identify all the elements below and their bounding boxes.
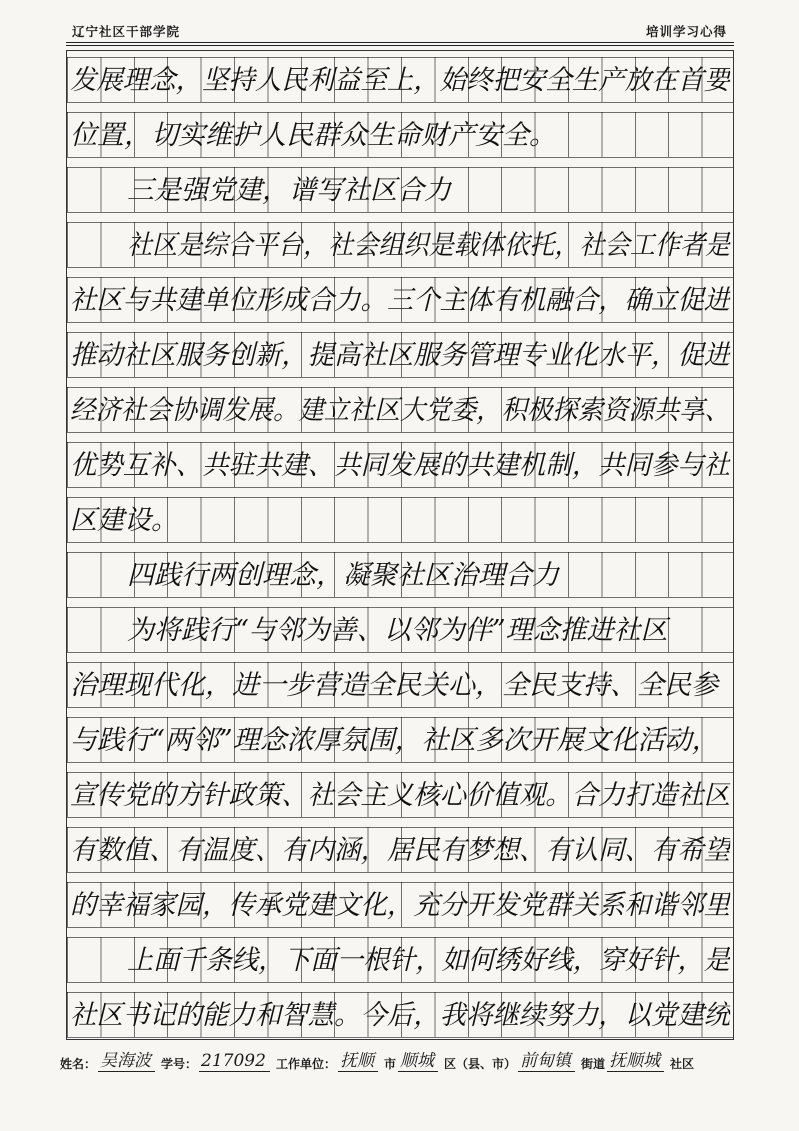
handwritten-line: 为将践行“与邻为善、以邻为伴”理念推进社区	[127, 615, 668, 646]
handwritten-line: 社区是综合平台，社会组织是载体依托，社会工作者是	[127, 230, 731, 261]
city-suffix: 市	[383, 1057, 396, 1071]
grid-row	[67, 882, 733, 927]
grid-row	[67, 167, 733, 212]
grid-row	[67, 332, 733, 377]
handwritten-line: 与践行“两邻”理念浓厚氛围，社区多次开展文化活动，	[70, 725, 719, 756]
handwritten-line: 位置，切实维护人民群众生命财产安全。	[70, 120, 556, 151]
handwritten-line: 推动社区服务创新，提高社区服务管理专业化水平，促进	[70, 340, 731, 371]
handwritten-line: 宣传党的方针政策、社会主义核心价值观。合力打造社区	[70, 780, 731, 811]
document-type-title: 培训学习心得	[645, 24, 727, 39]
grid-row	[67, 112, 733, 157]
grid-row	[67, 387, 733, 432]
handwritten-line: 经济社会协调发展。建立社区大党委，积极探索资源共享、	[70, 395, 730, 426]
handwritten-line: 发展理念，坚持人民利益至上，始终把安全生产放在首要	[70, 65, 731, 96]
signature-footer	[60, 1044, 750, 1072]
district-field: 顺城	[398, 1046, 438, 1072]
student-id-label: 学号：	[161, 1057, 198, 1071]
name-field: 吴海波	[98, 1046, 155, 1072]
handwritten-line: 区建设。	[70, 505, 178, 536]
grid-row	[67, 827, 733, 872]
street-field: 前甸镇	[518, 1046, 575, 1072]
handwritten-line: 上面千条线，下面一根针，如何绣好线，穿好针，是	[127, 945, 730, 976]
name-label: 姓名：	[60, 1057, 97, 1071]
handwritten-line: 社区书记的能力和智慧。今后，我将继续努力，以党建统	[70, 1000, 731, 1031]
grid-row	[67, 772, 733, 817]
community-field: 抚顺城	[607, 1046, 664, 1072]
student-id-field: 217092	[199, 1051, 270, 1072]
street-suffix: 街道	[580, 1057, 605, 1071]
community-suffix: 社区	[670, 1057, 695, 1071]
grid-row	[67, 57, 733, 102]
city-field: 抚顺	[338, 1046, 378, 1072]
academy-header-title: 辽宁社区干部学院	[72, 24, 181, 39]
grid-row	[67, 497, 733, 542]
workplace-label: 工作单位：	[275, 1057, 336, 1071]
grid-row	[67, 442, 733, 487]
grid-row	[67, 222, 733, 267]
grid-row	[67, 552, 733, 597]
handwritten-line: 四践行两创理念，凝聚社区治理合力	[127, 560, 559, 591]
handwritten-line: 的幸福家园，传承党建文化，充分开发党群关系和谐邻里	[70, 890, 731, 921]
district-suffix: 区（县、市）	[443, 1057, 516, 1071]
handwritten-line: 社区与共建单位形成合力。三个主体有机融合，确立促进	[70, 285, 731, 316]
handwritten-line: 三是强党建，谱写社区合力	[127, 175, 451, 206]
header-divider	[66, 42, 734, 46]
grid-row	[67, 607, 733, 652]
grid-row	[67, 717, 733, 762]
grid-row	[67, 662, 733, 707]
grid-row	[67, 277, 733, 322]
grid-row	[67, 992, 733, 1037]
grid-row	[67, 937, 733, 982]
handwritten-line: 优势互补、共驻共建、共同发展的共建机制，共同参与社	[70, 450, 731, 481]
manuscript-grid	[66, 50, 734, 1040]
handwritten-line: 有数值、有温度、有内涵，居民有梦想、有认同、有希望	[70, 835, 731, 866]
handwritten-line: 治理现代化，进一步营造全民关心，全民支持、全民参	[70, 670, 718, 701]
